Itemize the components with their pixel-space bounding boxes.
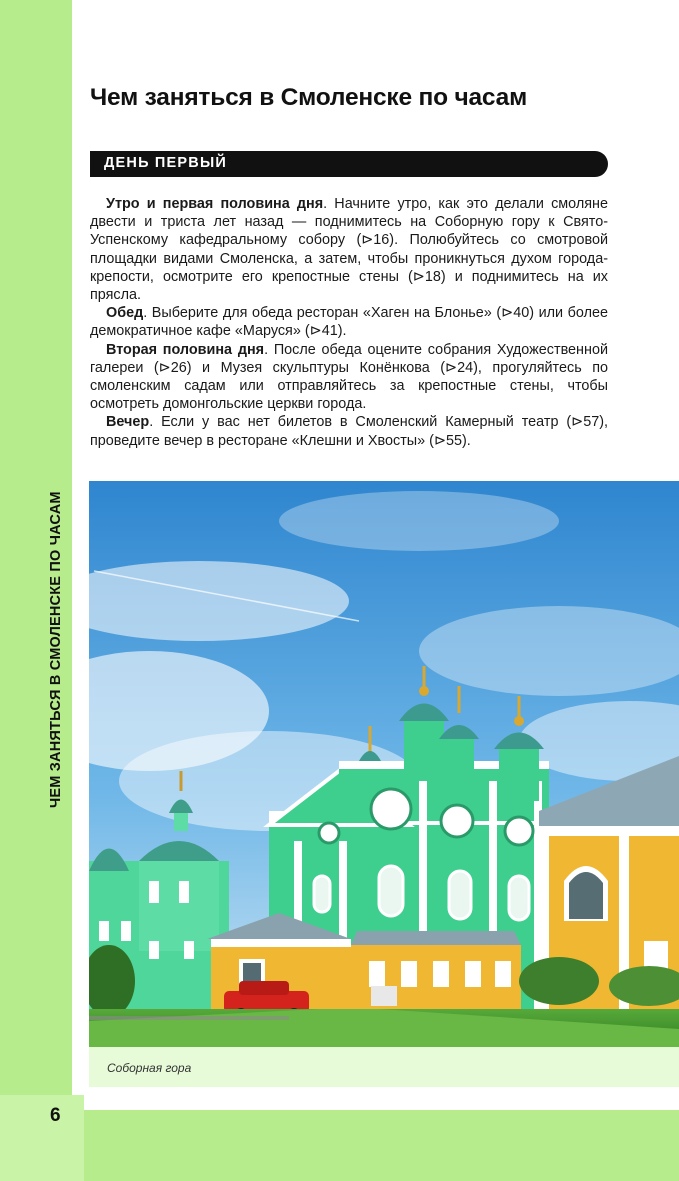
sidebar-chapter-label: ЧЕМ ЗАНЯТЬСЯ В СМОЛЕНСКЕ ПО ЧАСАМ (48, 491, 64, 808)
itinerary-paragraph (90, 413, 608, 449)
photo-caption: Соборная гора (107, 1061, 192, 1075)
paragraph-body: . Начните утро, как это делали смоляне двести и триста лет назад — поднимитесь на Соборную гору к Свято-Успенскому кафедральному собору (⊳16). Полюбуйтесь со смотровой площадки видами Смоленска, а затем, чтобы проникнуться духом города-крепости, осмотрите его крепостные стены (⊳18) и поднимитесь на их прясла. (90, 196, 608, 304)
paragraph-body: . Выберите для обеда ресторан «Хаген на Блонье» (⊳40) или более демократичное кафе «Маруся» (⊳41). (90, 305, 608, 340)
cathedral-photo (89, 481, 679, 1047)
bottom-band (84, 1110, 679, 1181)
itinerary-text (90, 195, 608, 450)
paragraph-lead: Утро и первая половина дня (106, 196, 324, 212)
day-heading: ДЕНЬ ПЕРВЫЙ (104, 155, 227, 171)
day-heading-bar (90, 151, 608, 177)
paragraph-body: . После обеда оцените собрания Художественной галереи (⊳26) и Музея скульптуры Конёнкова (⊳24), прогуляйтесь по смоленским садам или отправляйтесь за крепостные стены, чтобы осмотреть домонгольские церкви города. (90, 341, 608, 413)
page-number-box (0, 1095, 84, 1181)
page-title: Чем заняться в Смоленске по часам (90, 84, 528, 111)
itinerary-paragraph (90, 304, 608, 340)
paragraph-lead: Обед (106, 305, 144, 322)
paragraph-lead: Вечер (106, 414, 150, 431)
itinerary-paragraph (90, 341, 608, 414)
paragraph-body: . Если у вас нет билетов в Смоленский Камерный театр (⊳57), проведите вечер в ресторане «Клешни и Хвосты» (⊳55). (90, 414, 608, 449)
page-number: 6 (50, 1105, 61, 1126)
caption-band (89, 1047, 679, 1087)
itinerary-paragraph (90, 195, 608, 304)
paragraph-lead: Вторая половина дня (106, 341, 265, 358)
